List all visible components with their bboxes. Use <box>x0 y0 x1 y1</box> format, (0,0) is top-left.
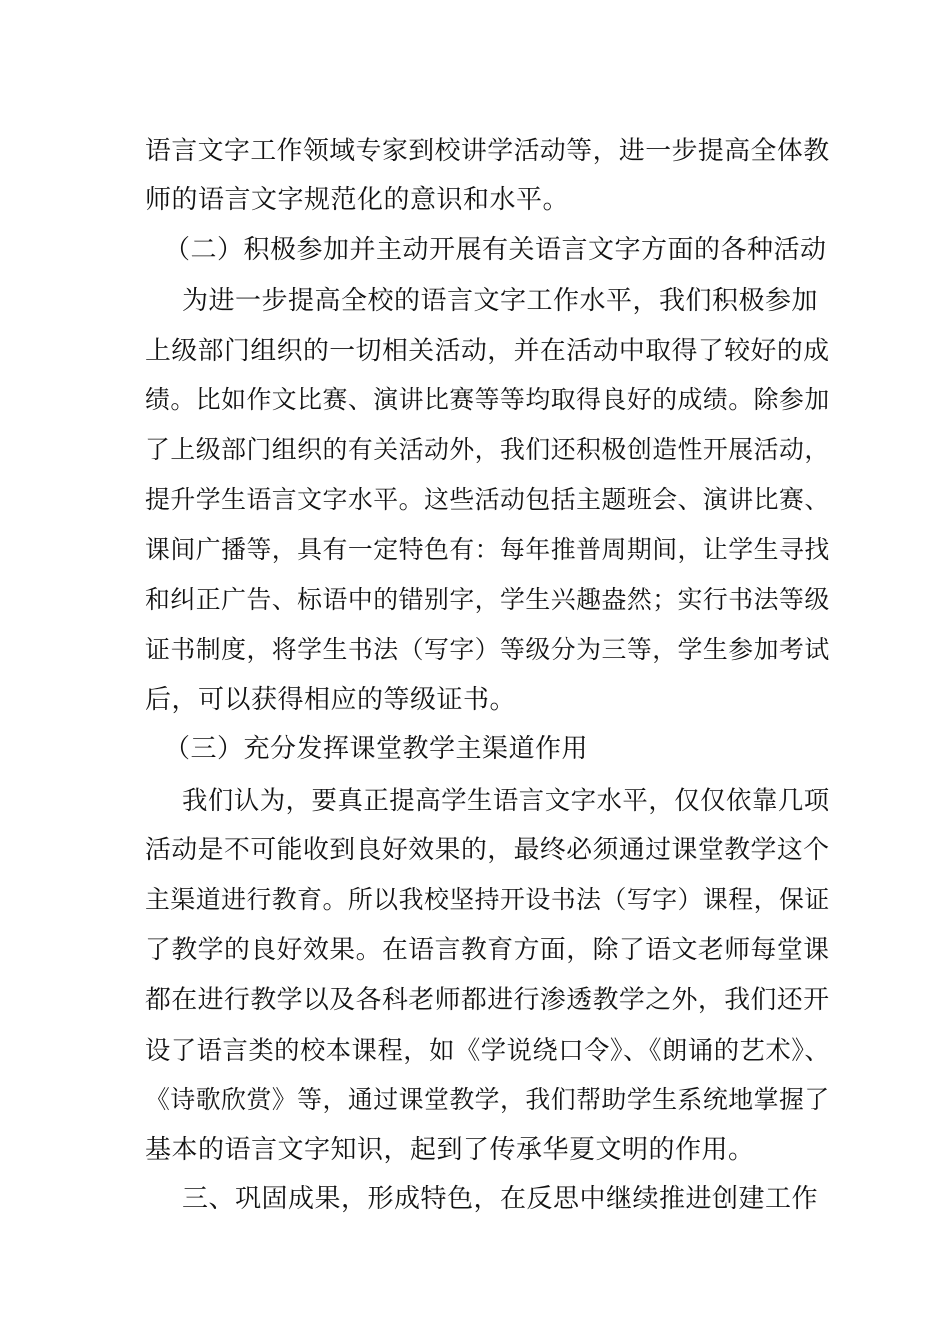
text-line-4: 为进一步提高全校的语言文字工作水平，我们积极参加 <box>182 286 819 316</box>
text-line-19: 设了语言类的校本课程，如《学说绕口令》、《朗诵的艺术》、 <box>145 1035 831 1065</box>
text-line-11: 证书制度，将学生书法（写字）等级分为三等，学生参加考试 <box>145 635 830 664</box>
text-line-12: 后，可以获得相应的等级证书。 <box>145 685 517 715</box>
text-line-20: 《诗歌欣赏》等，通过课堂教学，我们帮助学生系统地掌握了 <box>145 1085 830 1114</box>
text-line-21: 基本的语言文字知识，起到了传承华夏文明的作用。 <box>145 1135 755 1165</box>
text-line-8: 提升学生语言文字水平。这些活动包括主题班会、演讲比赛、 <box>145 485 830 514</box>
text-line-7: 了上级部门组织的有关活动外，我们还积极创造性开展活动， <box>145 435 830 464</box>
text-line-16: 主渠道进行教育。所以我校坚持开设书法（写字）课程，保证 <box>145 885 830 914</box>
text-line-10: 和纠正广告、标语中的错别字，学生兴趣盎然；实行书法等级 <box>145 585 830 614</box>
section-heading-main-3: 三、巩固成果，形成特色，在反思中继续推进创建工作 <box>182 1184 819 1214</box>
section-heading-2: （二）积极参加并主动开展有关语言文字方面的各种活动 <box>164 235 827 265</box>
text-line-18: 都在进行教学以及各科老师都进行渗透教学之外，我们还开 <box>145 985 830 1015</box>
text-line-17: 了教学的良好效果。在语言教育方面，除了语文老师每堂课 <box>145 935 830 965</box>
text-line-14: 我们认为，要真正提高学生语言文字水平，仅仅依靠几项 <box>182 785 830 815</box>
text-line-15: 活动是不可能收到良好效果的，最终必须通过课堂教学这个 <box>145 835 830 865</box>
text-line-2: 师的语言文字规范化的意识和水平。 <box>145 185 570 215</box>
text-line-5: 上级部门组织的一切相关活动，并在活动中取得了较好的成 <box>145 336 830 366</box>
text-line-6: 绩。比如作文比赛、演讲比赛等等均取得良好的成绩。除参加 <box>145 385 830 414</box>
text-line-9: 课间广播等，具有一定特色有：每年推普周期间，让学生寻找 <box>145 535 830 564</box>
text-line-1: 语言文字工作领域专家到校讲学活动等，进一步提高全体教 <box>145 136 830 166</box>
section-heading-3: （三）充分发挥课堂教学主渠道作用 <box>164 734 589 764</box>
